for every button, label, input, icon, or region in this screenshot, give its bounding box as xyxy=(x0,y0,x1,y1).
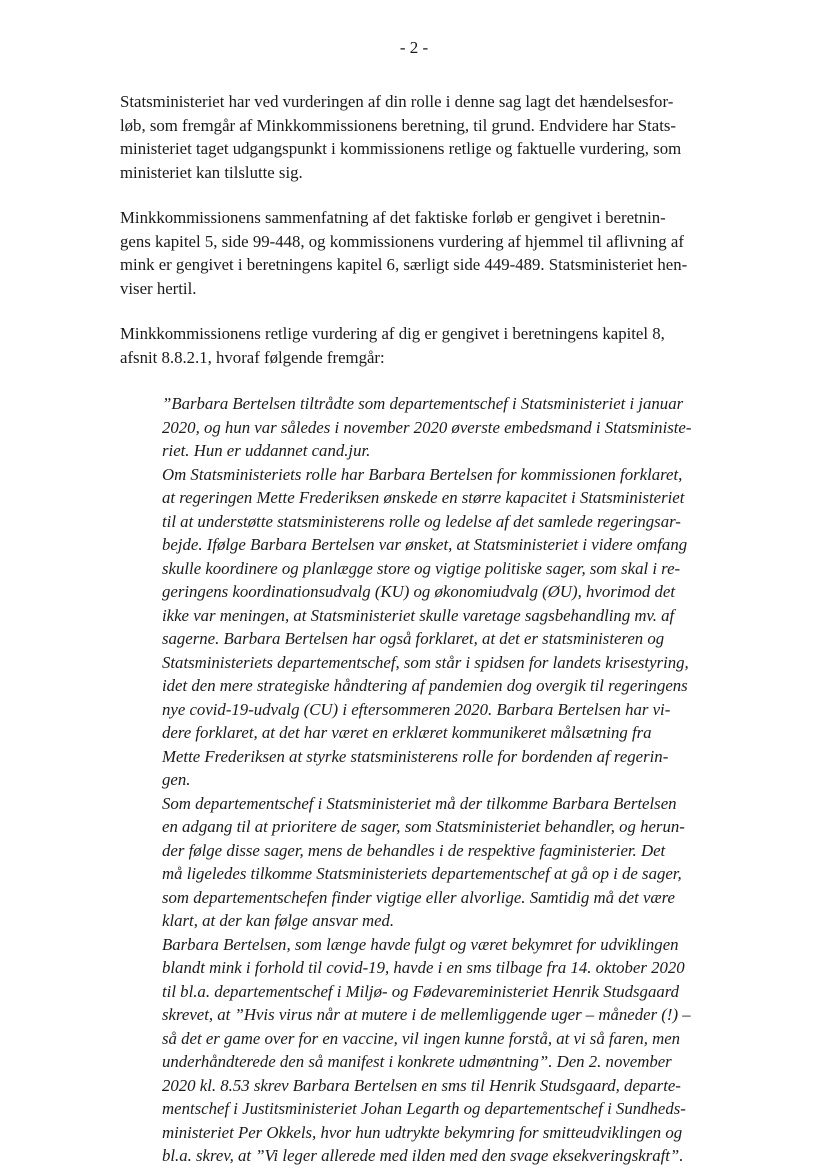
quote-paragraph xyxy=(162,463,720,792)
body-paragraphs xyxy=(120,90,720,369)
text-line: Statsministeriet har ved vurderingen af din rolle i denne sag lagt det hændelsesfor- xyxy=(120,92,674,111)
text-line: ikke var meningen, at Statsministeriet skulle varetage sagsbehandling mv. af xyxy=(162,605,675,625)
quote-paragraph xyxy=(162,933,720,1168)
text-line: Minkkommissionens retlige vurdering af dig er gengivet i beretningens kapitel 8, xyxy=(120,324,665,343)
text-line: ministeriet kan tilslutte sig. xyxy=(120,162,303,182)
page-number: - 2 - xyxy=(399,38,429,57)
text-line: løb, som fremgår af Minkkommissionens beretning, til grund. Endvidere har Stats- xyxy=(120,115,677,135)
text-line: Om Statsministeriets rolle har Barbara Bertelsen for kommissionen forklaret, xyxy=(162,464,683,484)
text-line: at regeringen Mette Frederiksen ønskede en større kapacitet i Statsministeriet xyxy=(162,488,685,507)
text-line: 2020 kl. 8.53 skrev Barbara Bertelsen en sms til Henrik Studsgaard, departe- xyxy=(162,1075,681,1095)
text-line: bl.a. skrev, at ”Vi leger allerede med ilden med den svage eksekveringskraft”. xyxy=(162,1146,684,1165)
text-line: 2020, og hun var således i november 2020 øverste embedsmand i Statsministe- xyxy=(162,417,692,437)
text-line: dere forklaret, at det har været en erklæret kommunikeret målsætning fra xyxy=(162,723,652,742)
quote-paragraph xyxy=(162,792,720,933)
text-line: må ligeledes tilkomme Statsministeriets departementschef at gå op i de sager, xyxy=(162,864,682,883)
text-line: til bl.a. departementschef i Miljø- og Fødevareministeriet Henrik Studsgaard xyxy=(162,981,680,1001)
text-line: ”Barbara Bertelsen tiltrådte som departementschef i Statsministeriet i januar xyxy=(162,394,684,413)
text-line: nye covid-19-udvalg (CU) i eftersommeren 2020. Barbara Bertelsen har vi- xyxy=(162,699,671,719)
text-line: så det er game over for en vaccine, vil ingen kunne forstå, at vi så faren, men xyxy=(162,1028,681,1048)
paragraphs-paragraph xyxy=(120,206,720,300)
text-line: som departementschefen finder vigtige eller alvorlige. Samtidig må det være xyxy=(162,887,675,907)
text-line: ministeriet Per Okkels, hvor hun udtrykte bekymring for smitteudviklingen og xyxy=(162,1122,683,1142)
paragraphs-paragraph xyxy=(120,322,720,369)
text-line: gens kapitel 5, side 99-448, og kommissionens vurdering af hjemmel til aflivning af xyxy=(120,231,684,251)
text-line: riet. Hun er uddannet cand.jur. xyxy=(162,441,371,460)
text-line: sagerne. Barbara Bertelsen har også forklaret, at det er statsministeren og xyxy=(162,629,665,648)
letter-body xyxy=(120,90,720,1168)
text-line: underhåndterede den så manifest i konkrete udmøntning”. Den 2. november xyxy=(162,1052,672,1071)
text-line: skrevet, at ”Hvis virus når at mutere i de mellemliggende uger – måneder (!) – xyxy=(162,1005,691,1024)
text-line: mink er gengivet i beretningens kapitel 6, særligt side 449-489. Statsministeriet hen- xyxy=(120,255,688,274)
paragraphs-paragraph xyxy=(120,90,720,184)
text-line: bejde. Ifølge Barbara Bertelsen var ønsket, at Statsministeriet i videre omfang xyxy=(162,535,688,554)
text-line: Som departementschef i Statsministeriet må der tilkomme Barbara Bertelsen xyxy=(162,793,677,813)
text-line: klart, at der kan følge ansvar med. xyxy=(162,911,395,930)
text-line: en adgang til at prioritere de sager, som Statsministeriet behandler, og herun- xyxy=(162,817,685,836)
text-line: der følge disse sager, mens de behandles i de respektive fagministerier. Det xyxy=(162,840,666,860)
text-line: idet den mere strategiske håndtering af pandemien dog overgik til regeringens xyxy=(162,676,688,695)
text-line: Mette Frederiksen at styrke statsministerens rolle for bordenden af regerin- xyxy=(162,746,669,766)
text-line: afsnit 8.8.2.1, hvoraf følgende fremgår: xyxy=(120,347,385,367)
text-line: Barbara Bertelsen, som længe havde fulgt og været bekymret for udviklingen xyxy=(162,934,679,954)
text-line: Minkkommissionens sammenfatning af det faktiske forløb er gengivet i beretnin- xyxy=(120,208,666,227)
text-line: ministeriet taget udgangspunkt i kommissionens retlige og faktuelle vurdering, som xyxy=(120,139,682,158)
text-line: til at understøtte statsministerens rolle og ledelse af det samlede regeringsar- xyxy=(162,511,681,531)
text-line: Statsministeriets departementschef, som står i spidsen for landets krisestyring, xyxy=(162,652,689,672)
quote-paragraph xyxy=(162,392,720,463)
quoted-assessment xyxy=(162,392,720,1168)
text-line: geringens koordinationsudvalg (KU) og økonomiudvalg (ØU), hvorimod det xyxy=(162,582,675,601)
text-line: mentschef i Justitsministeriet Johan Legarth og departementschef i Sundheds- xyxy=(162,1099,686,1118)
text-line: skulle koordinere og planlægge store og vigtige politiske sager, som skal i re- xyxy=(162,558,681,578)
text-line: blandt mink i forhold til covid-19, havde i en sms tilbage fra 14. oktober 2020 xyxy=(162,958,685,977)
text-line: gen. xyxy=(162,770,191,789)
text-line: viser hertil. xyxy=(120,278,197,298)
